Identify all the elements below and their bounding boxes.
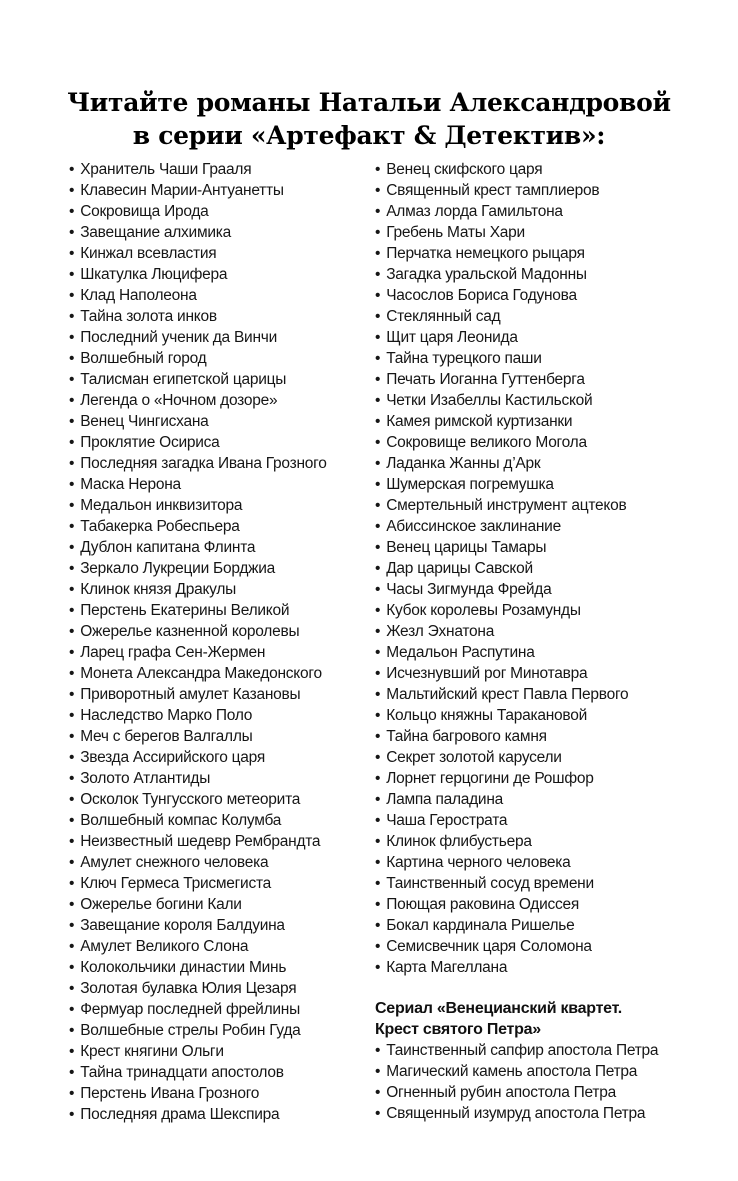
bullet-icon: • [69,854,75,871]
book-title: Венец Чингисхана [80,413,209,430]
bullet-icon: • [69,623,75,640]
bullet-icon: • [69,980,75,997]
bullet-icon: • [69,707,75,724]
book-title: Тайна турецкого паши [386,350,542,367]
bullet-icon: • [375,161,381,178]
book-title: Неизвестный шедевр Рембрандта [80,833,321,850]
book-title: Талисман египетской царицы [80,371,287,388]
book-list-item [69,789,375,810]
left-column [69,159,375,1125]
bullet-icon: • [69,455,75,472]
book-title: Тайна багрового камня [386,728,547,745]
book-title: Клавесин Марии-Антуанетты [80,182,284,199]
book-list-item [375,411,718,432]
bullet-icon: • [375,644,381,661]
book-list-item [69,159,375,180]
book-title: Кольцо княжны Таракановой [386,707,588,724]
book-list-item [69,411,375,432]
bullet-icon: • [69,875,75,892]
bullet-icon: • [375,203,381,220]
book-title: Ожерелье богини Кали [80,896,242,913]
book-list-item [375,747,718,768]
book-title: Волшебный город [80,350,207,367]
book-title: Щит царя Леонида [386,329,518,346]
book-title: Смертельный инструмент ацтеков [386,497,627,514]
bullet-icon: • [375,455,381,472]
bullet-icon: • [69,203,75,220]
book-list-item [375,579,718,600]
book-list-item [375,642,718,663]
book-list-item [375,348,718,369]
book-title: Жезл Эхнатона [386,623,495,640]
book-title: Тайна тринадцати апостолов [80,1064,284,1081]
bullet-icon: • [375,875,381,892]
bullet-icon: • [69,1022,75,1039]
bullet-icon: • [375,224,381,241]
bullet-icon: • [375,245,381,262]
bullet-icon: • [375,497,381,514]
serial-heading-line-2: Крест святого Петра» [375,1021,541,1038]
book-title: Мальтийский крест Павла Первого [386,686,629,703]
book-list-item [69,810,375,831]
book-list-item [69,306,375,327]
book-title: Часослов Бориса Годунова [386,287,577,304]
book-title: Медальон инквизитора [80,497,243,514]
book-list-item [375,474,718,495]
book-list-item [69,1083,375,1104]
bullet-icon: • [69,959,75,976]
book-title: Секрет золотой карусели [386,749,562,766]
book-list-item [375,222,718,243]
book-list-item [69,936,375,957]
book-title: Маска Нерона [80,476,181,493]
book-title: Чаша Герострата [386,812,508,829]
book-title: Магический камень апостола Петра [386,1063,638,1080]
book-title: Дублон капитана Флинта [80,539,256,556]
book-list-item [69,1041,375,1062]
book-title: Зеркало Лукреции Борджиа [80,560,276,577]
book-columns [0,159,738,1125]
book-list-item [69,495,375,516]
bullet-icon: • [69,413,75,430]
bullet-icon: • [375,749,381,766]
bullet-icon: • [69,308,75,325]
bullet-icon: • [375,728,381,745]
book-title: Шкатулка Люцифера [80,266,228,283]
bullet-icon: • [69,518,75,535]
book-list-item [69,747,375,768]
book-list-item [375,327,718,348]
book-title: Ключ Гермеса Трисмегиста [80,875,271,892]
bullet-icon: • [375,413,381,430]
book-title: Дар царицы Савской [386,560,533,577]
bullet-icon: • [69,161,75,178]
book-title: Крест княгини Ольги [80,1043,224,1060]
bullet-icon: • [375,938,381,955]
bullet-icon: • [69,434,75,451]
book-title: Венец царицы Тамары [386,539,547,556]
bullet-icon: • [69,497,75,514]
bullet-icon: • [69,749,75,766]
book-title: Ожерелье казненной королевы [80,623,300,640]
book-title: Золото Атлантиды [80,770,211,787]
book-list-left [69,159,375,1125]
book-list-item [375,705,718,726]
book-list-item [375,159,718,180]
bullet-icon: • [69,686,75,703]
bullet-icon: • [375,665,381,682]
book-list-item [375,831,718,852]
book-title: Шумерская погремушка [386,476,554,493]
book-title: Таинственный сапфир апостола Петра [386,1042,659,1059]
book-title: Монета Александра Македонского [80,665,322,682]
book-title: Клинок флибустьера [386,833,532,850]
book-list-item [375,390,718,411]
bullet-icon: • [375,539,381,556]
book-list-item [375,873,718,894]
book-list-item [375,1040,718,1061]
serial-book-list [375,1040,718,1124]
book-title: Поющая раковина Одиссея [386,896,580,913]
book-list-item [375,936,718,957]
book-list-item [69,684,375,705]
bullet-icon: • [69,770,75,787]
book-list-item [375,1061,718,1082]
bullet-icon: • [69,1106,75,1123]
book-title: Часы Зигмунда Фрейда [386,581,552,598]
book-title: Священный изумруд апостола Петра [386,1105,646,1122]
book-list-item [69,558,375,579]
book-list-right [375,159,718,978]
bullet-icon: • [69,329,75,346]
book-title: Ларец графа Сен-Жермен [80,644,266,661]
book-title: Табакерка Робеспьера [80,518,240,535]
bullet-icon: • [69,602,75,619]
bullet-icon: • [375,434,381,451]
book-title: Кубок королевы Розамунды [386,602,581,619]
book-list-item [375,852,718,873]
book-list-item [69,726,375,747]
book-title: Таинственный сосуд времени [386,875,594,892]
bullet-icon: • [69,476,75,493]
bullet-icon: • [69,833,75,850]
book-title: Печать Иоганна Гуттенберга [386,371,585,388]
bullet-icon: • [69,581,75,598]
book-title: Сокровища Ирода [80,203,209,220]
book-list-item [375,369,718,390]
book-list-item [69,1062,375,1083]
book-list-item [375,495,718,516]
page-title-line-2: в серии «Артефакт & Детектив»: [132,121,606,150]
bullet-icon: • [69,938,75,955]
book-list-item [69,957,375,978]
page-title [0,86,738,152]
book-title: Абиссинское заклинание [386,518,561,535]
book-title: Завещание алхимика [80,224,231,241]
book-list-item [69,180,375,201]
book-list-item [375,558,718,579]
book-list-item [375,621,718,642]
bullet-icon: • [375,392,381,409]
bullet-icon: • [375,770,381,787]
right-column [375,159,718,1124]
book-list-item [375,768,718,789]
bullet-icon: • [69,245,75,262]
book-title: Священный крест тамплиеров [386,182,600,199]
book-list-item [375,915,718,936]
book-list-item [375,432,718,453]
book-title: Семисвечник царя Соломона [386,938,592,955]
book-list-item [69,348,375,369]
bullet-icon: • [375,707,381,724]
serial-heading [375,998,718,1040]
book-list-item [375,264,718,285]
book-title: Последняя драма Шекспира [80,1106,280,1123]
book-list-item [375,453,718,474]
book-title: Клад Наполеона [80,287,197,304]
bullet-icon: • [375,833,381,850]
book-title: Камея римской куртизанки [386,413,573,430]
book-list-item [375,810,718,831]
book-title: Ладанка Жанны д’Арк [386,455,541,472]
book-title: Алмаз лорда Гамильтона [386,203,563,220]
book-title: Карта Магеллана [386,959,508,976]
book-list-item [69,369,375,390]
book-title: Медальон Распутина [386,644,535,661]
serial-section [375,998,718,1124]
bullet-icon: • [69,791,75,808]
book-title: Наследство Марко Поло [80,707,253,724]
book-list-item [375,684,718,705]
bullet-icon: • [69,1064,75,1081]
book-title: Четки Изабеллы Кастильской [386,392,593,409]
bullet-icon: • [69,560,75,577]
book-title: Перстень Ивана Грозного [80,1085,260,1102]
bullet-icon: • [69,266,75,283]
bullet-icon: • [375,476,381,493]
book-list-item [69,915,375,936]
bullet-icon: • [69,371,75,388]
book-list-item [69,264,375,285]
book-title: Фермуар последней фрейлины [80,1001,300,1018]
book-list-item [375,516,718,537]
bullet-icon: • [69,1043,75,1060]
book-list-item [69,873,375,894]
bullet-icon: • [375,518,381,535]
book-list-item [375,180,718,201]
book-list-item [69,621,375,642]
book-list-item [69,852,375,873]
bullet-icon: • [375,896,381,913]
book-list-item [375,537,718,558]
book-title: Перчатка немецкого рыцаря [386,245,585,262]
bullet-icon: • [375,623,381,640]
book-title: Клинок князя Дракулы [80,581,237,598]
book-title: Завещание короля Балдуина [80,917,285,934]
bullet-icon: • [69,644,75,661]
book-list-item [69,243,375,264]
bullet-icon: • [375,1063,381,1080]
book-title: Меч с берегов Валгаллы [80,728,253,745]
bullet-icon: • [375,686,381,703]
bullet-icon: • [375,308,381,325]
book-title: Волшебный компас Колумба [80,812,282,829]
bullet-icon: • [69,665,75,682]
bullet-icon: • [375,266,381,283]
book-list-item [375,726,718,747]
bullet-icon: • [69,1001,75,1018]
book-title: Лорнет герцогини де Рошфор [386,770,594,787]
book-list-item [69,579,375,600]
book-list-item [69,642,375,663]
bullet-icon: • [69,539,75,556]
bullet-icon: • [375,182,381,199]
book-title: Кинжал всевластия [80,245,217,262]
book-list-item [69,432,375,453]
book-title: Исчезнувший рог Минотавра [386,665,588,682]
book-list-item [69,999,375,1020]
bullet-icon: • [69,182,75,199]
bullet-icon: • [69,287,75,304]
bullet-icon: • [375,854,381,871]
book-title: Сокровище великого Могола [386,434,587,451]
book-list-item [69,453,375,474]
book-list-item [69,978,375,999]
bullet-icon: • [375,602,381,619]
bullet-icon: • [69,812,75,829]
book-list-item [375,1103,718,1124]
bullet-icon: • [69,728,75,745]
bullet-icon: • [375,1084,381,1101]
book-list-item [69,663,375,684]
book-title: Амулет снежного человека [80,854,269,871]
bullet-icon: • [69,896,75,913]
book-list-item [69,537,375,558]
book-list-item [69,222,375,243]
book-list-item [375,894,718,915]
bullet-icon: • [375,812,381,829]
book-list-item [69,201,375,222]
book-title: Амулет Великого Слона [80,938,249,955]
book-title: Проклятие Осириса [80,434,220,451]
book-list-item [69,600,375,621]
bullet-icon: • [375,560,381,577]
book-list-item [375,957,718,978]
bullet-icon: • [69,350,75,367]
book-title: Золотая булавка Юлия Цезаря [80,980,297,997]
book-list-item [375,243,718,264]
book-title: Огненный рубин апостола Петра [386,1084,616,1101]
book-title: Легенда о «Ночном дозоре» [80,392,278,409]
book-list-item [375,663,718,684]
book-list-item [69,768,375,789]
book-title: Последняя загадка Ивана Грозного [80,455,327,472]
bullet-icon: • [375,917,381,934]
bullet-icon: • [375,791,381,808]
book-list-item [69,390,375,411]
book-list-item [375,1082,718,1103]
book-title: Волшебные стрелы Робин Гуда [80,1022,301,1039]
bullet-icon: • [69,224,75,241]
book-title: Осколок Тунгусского метеорита [80,791,301,808]
book-list-item [375,789,718,810]
book-list-item [69,327,375,348]
book-title: Бокал кардинала Ришелье [386,917,575,934]
bullet-icon: • [375,371,381,388]
serial-heading-line-1: Сериал «Венецианский квартет. [375,1000,622,1017]
book-list-item [375,201,718,222]
bullet-icon: • [69,1085,75,1102]
bullet-icon: • [375,350,381,367]
book-list-item [69,705,375,726]
book-list-item [69,516,375,537]
bullet-icon: • [69,917,75,934]
book-list-item [69,285,375,306]
book-list-item [69,894,375,915]
book-title: Стеклянный сад [386,308,501,325]
bullet-icon: • [375,1105,381,1122]
book-list-item [69,474,375,495]
book-list-item [69,1020,375,1041]
bullet-icon: • [375,1042,381,1059]
book-title: Загадка уральской Мадонны [386,266,587,283]
book-list-item [375,600,718,621]
bullet-icon: • [375,329,381,346]
book-title: Перстень Екатерины Великой [80,602,290,619]
book-list-item [375,285,718,306]
book-title: Хранитель Чаши Грааля [80,161,252,178]
book-list-item [375,306,718,327]
bullet-icon: • [375,581,381,598]
book-title: Последний ученик да Винчи [80,329,278,346]
book-title: Колокольчики династии Минь [80,959,287,976]
book-title: Гребень Маты Хари [386,224,525,241]
page-title-line-1: Читайте романы Натальи Александровой [67,88,671,117]
book-title: Приворотный амулет Казановы [80,686,301,703]
book-title: Звезда Ассирийского царя [80,749,265,766]
book-title: Картина черного человека [386,854,571,871]
book-list-item [69,1104,375,1125]
bullet-icon: • [375,287,381,304]
book-title: Венец скифского царя [386,161,543,178]
book-title: Тайна золота инков [80,308,217,325]
bullet-icon: • [375,959,381,976]
book-title: Лампа паладина [386,791,504,808]
book-list-item [69,831,375,852]
bullet-icon: • [69,392,75,409]
